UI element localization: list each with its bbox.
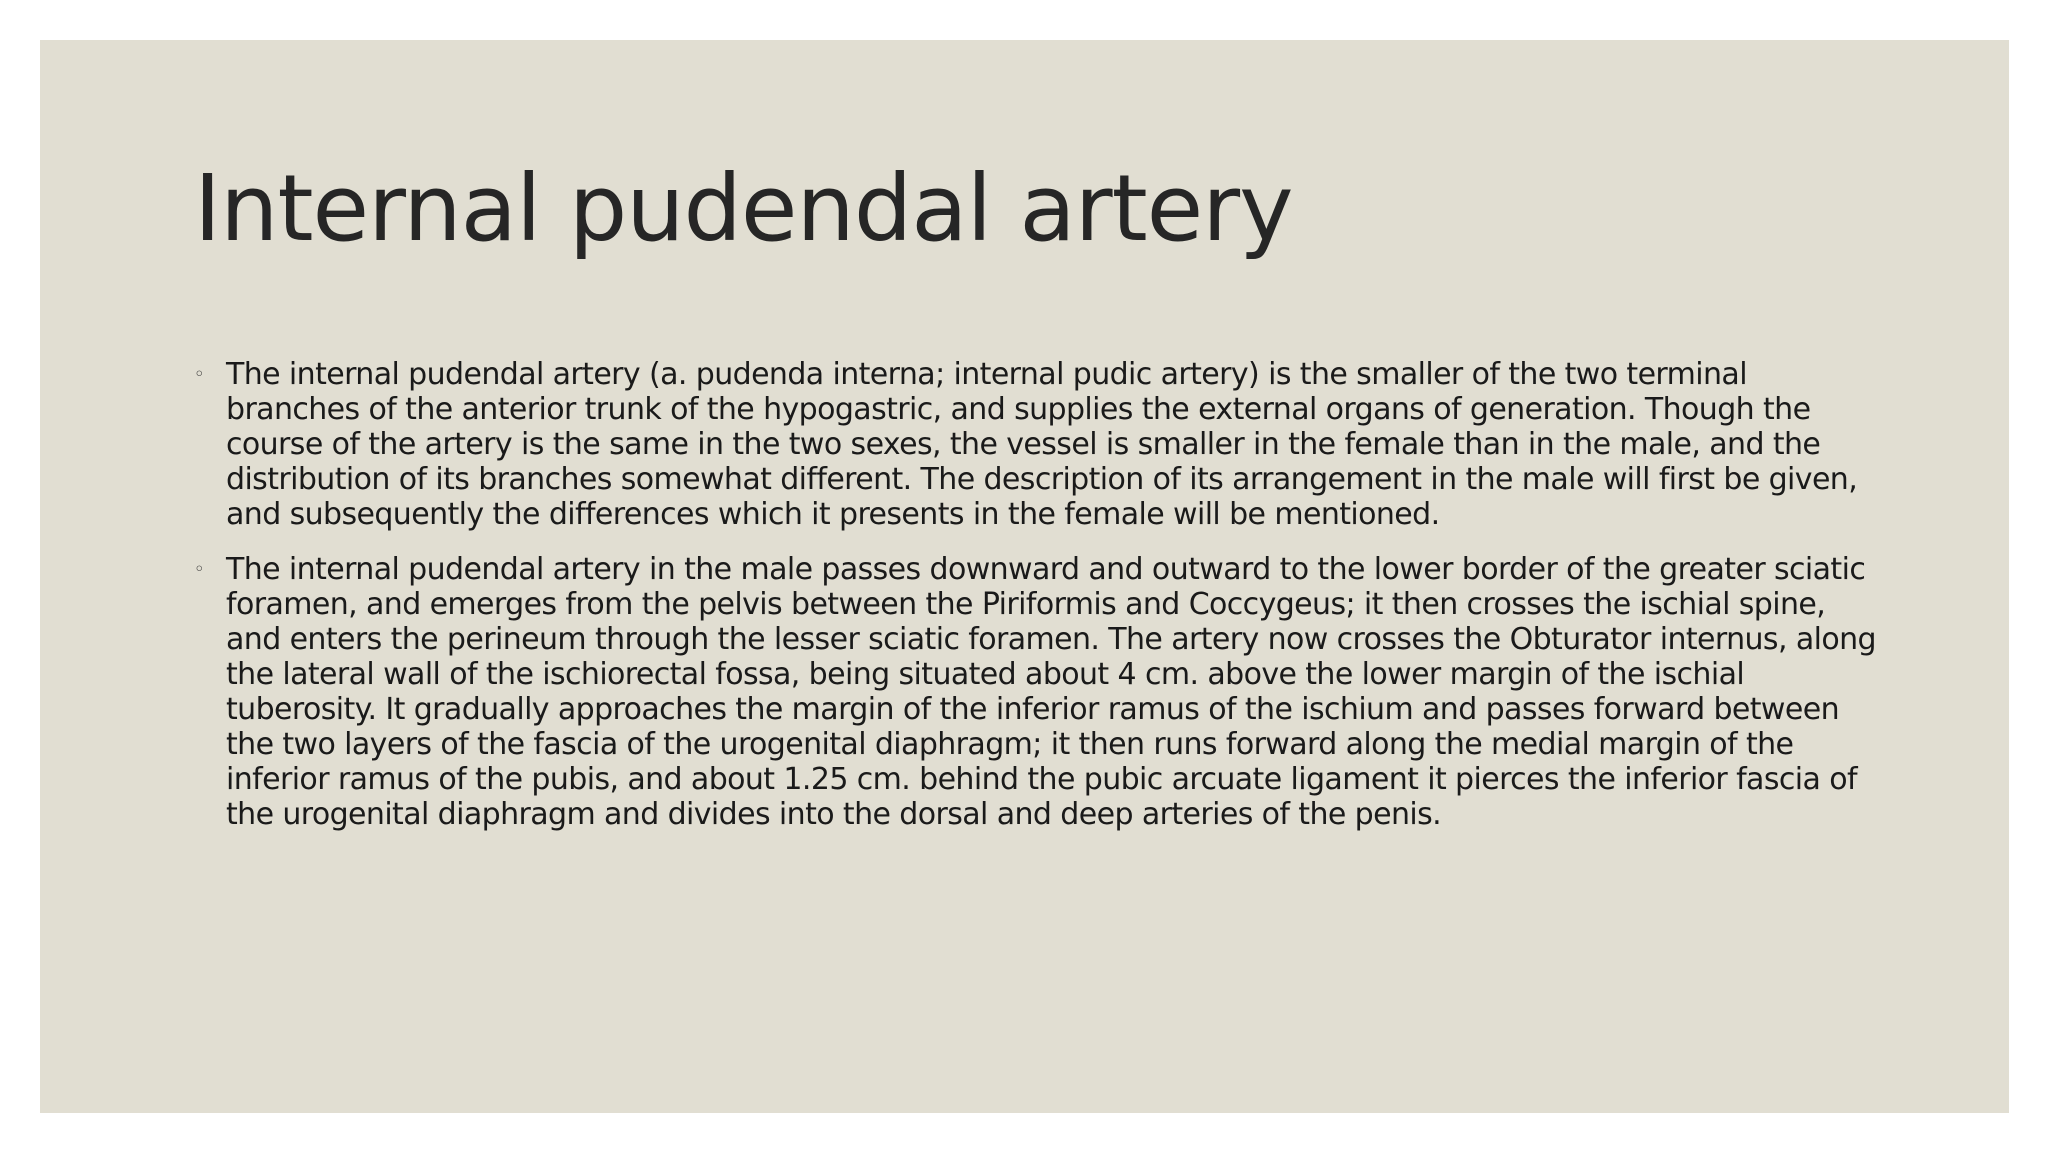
bullet-item [194, 357, 1880, 532]
bullet-list [194, 357, 1880, 852]
slide-title: Internal pudendal artery [194, 155, 1293, 262]
slide [40, 40, 2009, 1113]
bullet-circle-icon: ◦ [194, 364, 205, 385]
bullet-text: The internal pudendal artery (a. pudenda interna; internal pudic artery) is the smaller of the two terminal branches of the anterior trunk of the hypogastric, and supplies the external organs of generation. Though the course of the artery is the same in the two sexes, the vessel is smaller in the female than in the male, and the distribution of its branches somewhat different. The description of its arrangement in the male will first be given, and subsequently the differences which it presents in the female will be mentioned. [226, 357, 1858, 532]
bullet-text: The internal pudendal artery in the male passes downward and outward to the lower border of the greater sciatic foramen, and emerges from the pelvis between the Piriformis and Coccygeus; it then crosses the ischial spine, and enters the perineum through the lesser sciatic foramen. The artery now crosses the Obturator internus, along the lateral wall of the ischiorectal fossa, being situated about 4 cm. above the lower margin of the ischial tuberosity. It gradually approaches the margin of the inferior ramus of the ischium and passes forward between the two layers of the fascia of the urogenital diaphragm; it then runs forward along the medial margin of the inferior ramus of the pubis, and about 1.25 cm. behind the pubic arcuate ligament it pierces the inferior fascia of the urogenital diaphragm and divides into the dorsal and deep arteries of the penis. [226, 552, 1876, 832]
bullet-item [194, 552, 1880, 832]
bullet-circle-icon: ◦ [194, 559, 205, 580]
